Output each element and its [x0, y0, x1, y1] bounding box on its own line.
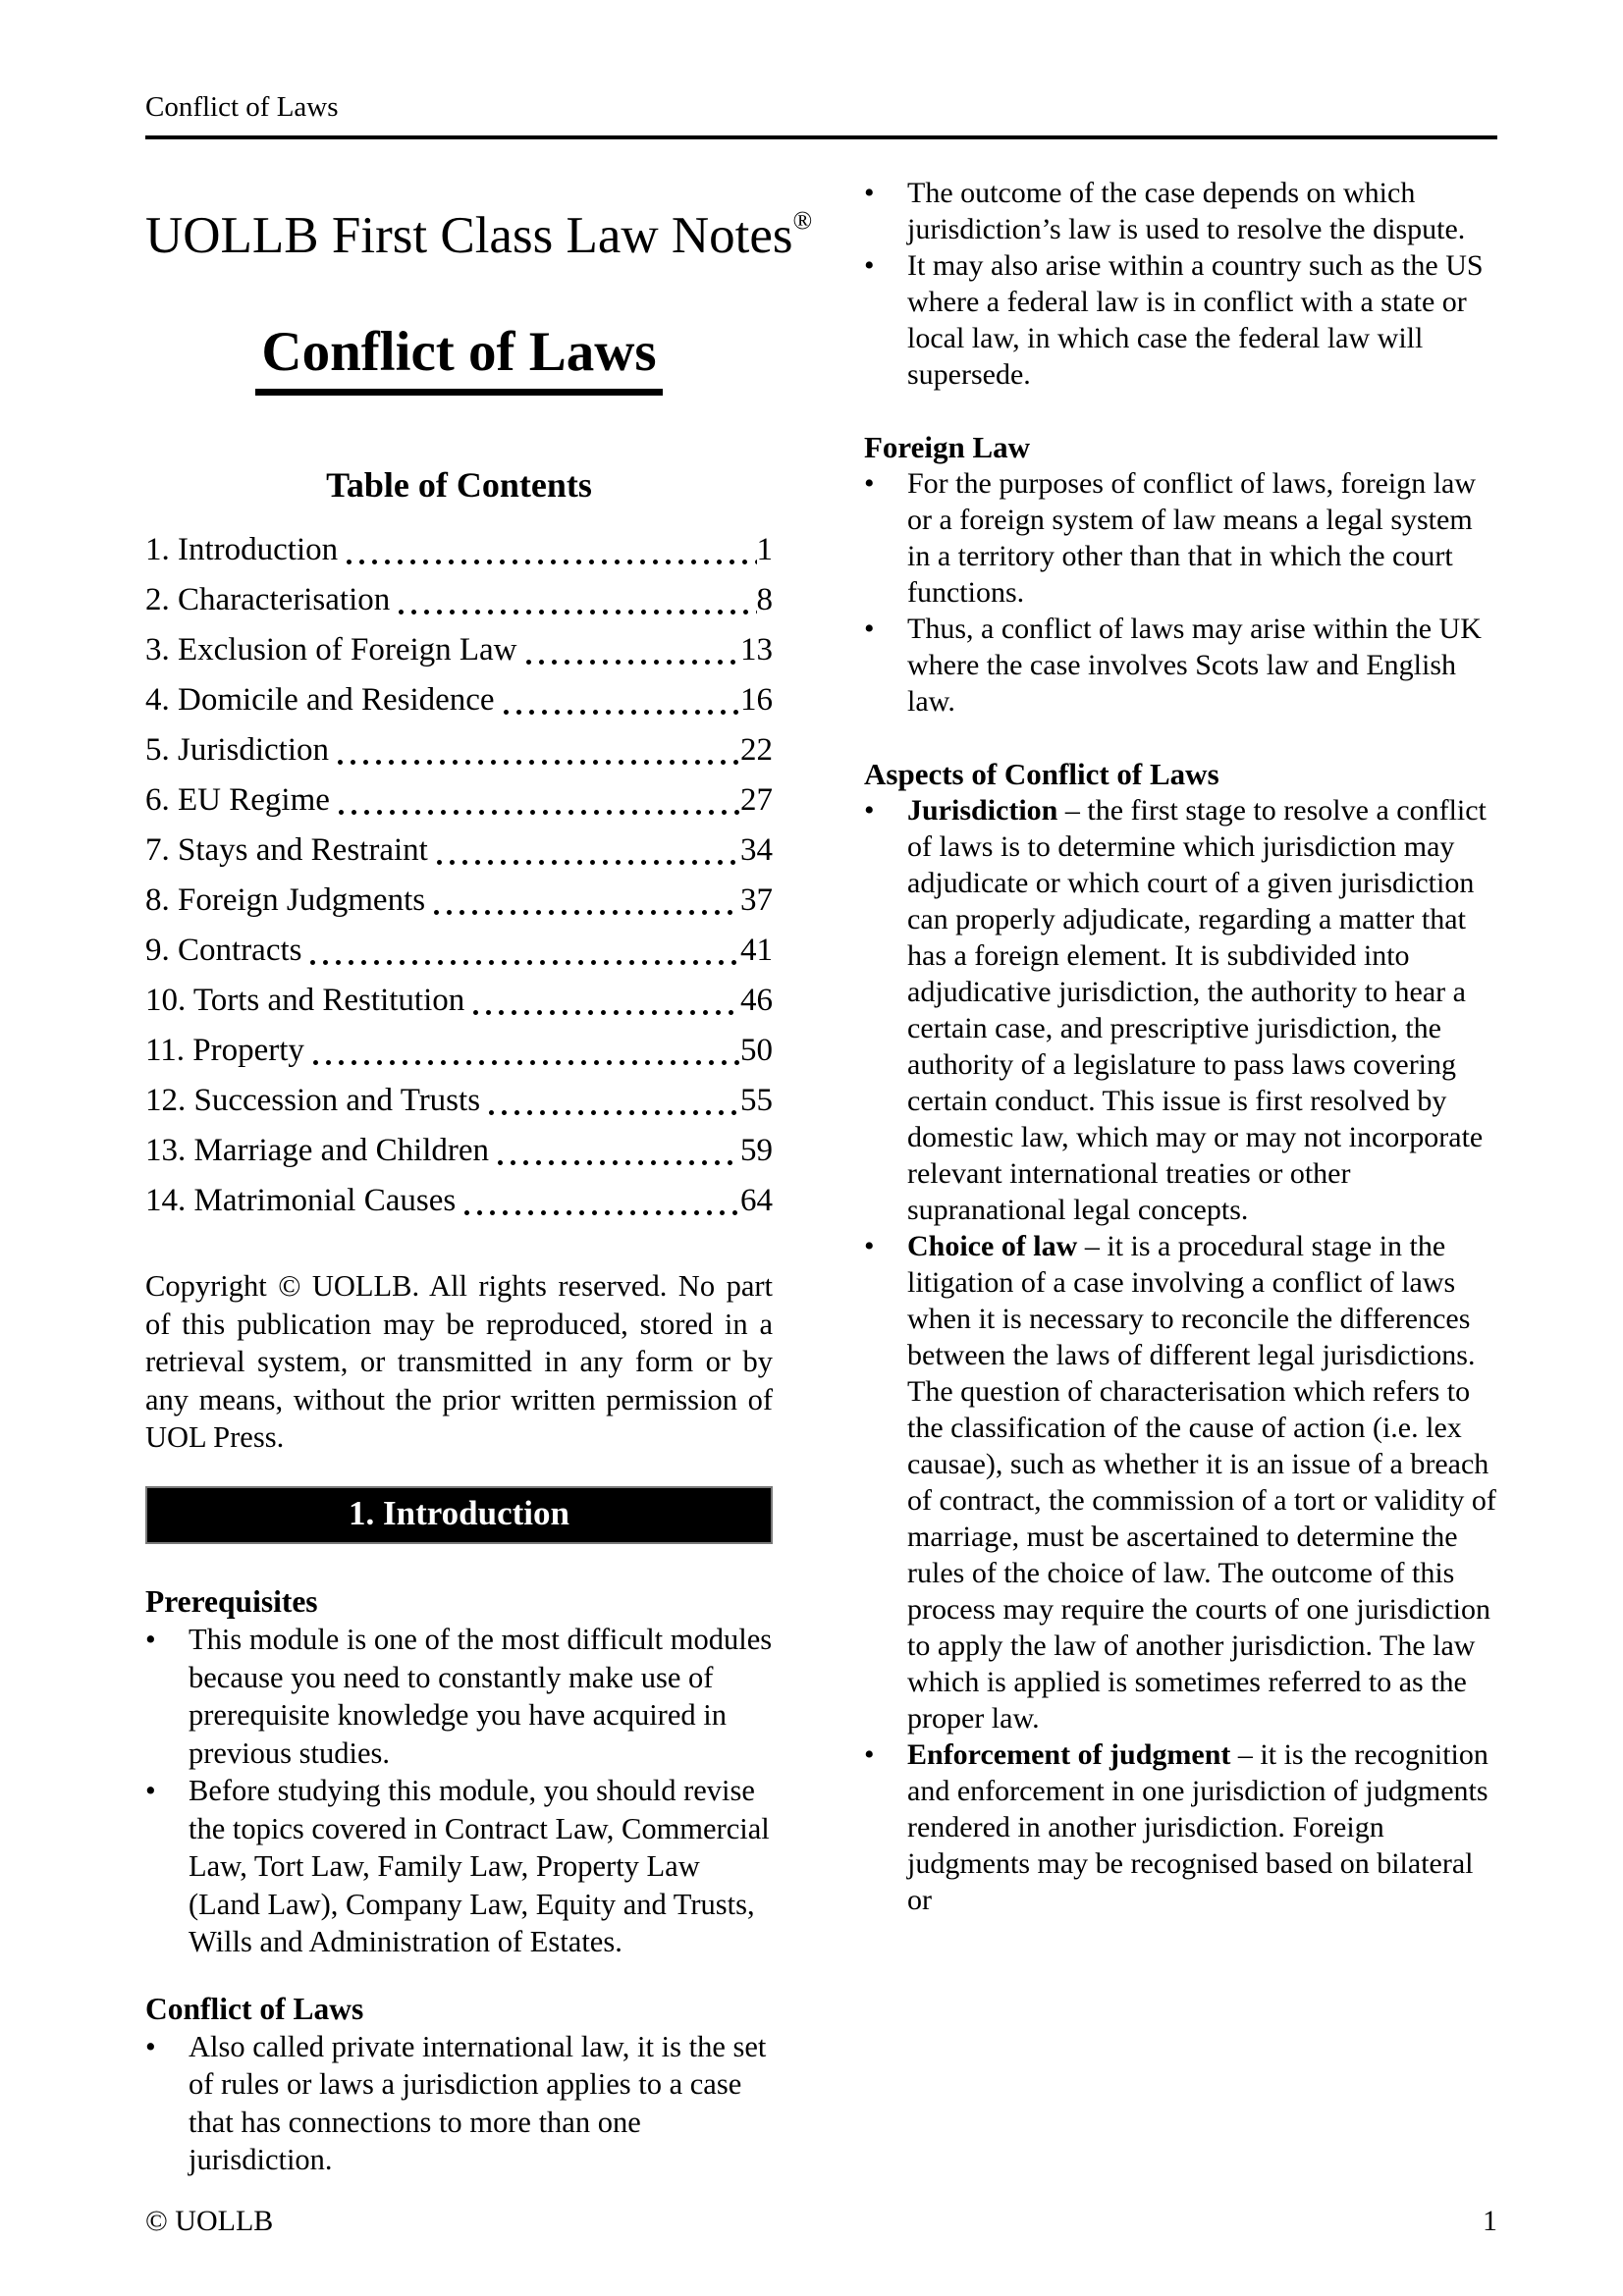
toc-entry-label: 13. Marriage and Children: [145, 1133, 490, 1168]
toc-entry-jurisdiction[interactable]: [145, 725, 773, 775]
toc-leader-dots: [393, 575, 756, 625]
bullet-text: This module is one of the most difficult modules because you need to constantly make use of prerequisite knowledge you have acquired in previous studies.: [189, 1623, 773, 1770]
toc-entry-page: 55: [740, 1083, 773, 1118]
continuation-bullet-list: [864, 175, 1497, 393]
prerequisites-bullet-list: [145, 1621, 773, 1961]
toc-entry-label: 8. Foreign Judgments: [145, 882, 426, 918]
aspects-bullet-list: [864, 792, 1497, 1918]
toc-leader-dots: [428, 876, 740, 926]
right-column: [864, 147, 1497, 1918]
toc-entry-label: 12. Succession and Trusts: [145, 1083, 481, 1118]
toc-entry-page: 64: [740, 1183, 773, 1218]
bullet-text: [907, 1736, 1497, 1918]
bullet-marker: •: [864, 1230, 875, 1262]
running-header-title: Conflict of Laws: [145, 91, 339, 123]
list-item: [864, 465, 1497, 611]
heading-conflict-of-laws: Conflict of Laws: [145, 1991, 364, 2026]
section-banner-introduction: 1. Introduction: [145, 1486, 773, 1544]
toc-leader-dots: [304, 926, 740, 976]
toc-leader-dots: [333, 775, 740, 826]
toc-leader-dots: [467, 976, 740, 1026]
list-item: [145, 1621, 773, 1772]
toc-entry-eu-regime[interactable]: [145, 775, 773, 826]
footer-copyright: © UOLLB: [145, 2205, 274, 2237]
toc-entry-page: 59: [740, 1133, 773, 1168]
bullet-body-text: – the first stage to resolve a conflict of laws is to determine which jurisdiction may adjudicate or which court of a given jurisdiction can properly adjudicate, regarding a matter that has a foreign element. It is subdivided into adjudicative jurisdiction, the authority to hear a certain case, and prescriptive jurisdiction, the authority of a legislature to pass laws covering certain conduct. This issue is first resolved by domestic law, which may or may not incorporate relevant international treaties or other supranational legal concepts.: [907, 794, 1487, 1226]
toc-entry-exclusion-of-foreign-law[interactable]: [145, 625, 773, 675]
toc-entry-label: 11. Property: [145, 1033, 304, 1068]
toc-title: Table of Contents: [326, 465, 592, 505]
bullet-text: For the purposes of conflict of laws, foreign law or a foreign system of law means a legal system in a territory other than that in which the court functions.: [907, 467, 1477, 609]
bullet-text: [907, 1228, 1497, 1736]
list-item: [864, 1736, 1497, 1918]
toc-entry-label: 3. Exclusion of Foreign Law: [145, 632, 517, 667]
heading-prerequisites: Prerequisites: [145, 1584, 318, 1619]
table-of-contents: [145, 525, 773, 1226]
bullet-marker: •: [145, 2029, 156, 2063]
bullet-marker: •: [864, 613, 875, 645]
toc-entry-marriage-and-children[interactable]: [145, 1126, 773, 1176]
toc-entry-label: 9. Contracts: [145, 933, 302, 968]
heading-aspects-of-conflict-of-laws: Aspects of Conflict of Laws: [864, 757, 1219, 791]
bullet-marker: •: [864, 1738, 875, 1771]
doc-title: [145, 191, 813, 265]
list-item: [864, 1228, 1497, 1736]
toc-entry-page: 41: [740, 933, 773, 968]
bullet-marker: •: [864, 177, 875, 209]
bullet-lead-enforcement-of-judgment: Enforcement of judgment: [907, 1738, 1231, 1771]
toc-entry-page: 37: [740, 882, 773, 918]
bullet-text: [907, 792, 1497, 1228]
toc-entry-page: 50: [740, 1033, 773, 1068]
bullet-marker: •: [145, 1774, 156, 1807]
toc-entry-label: 1. Introduction: [145, 532, 339, 567]
list-item: [864, 247, 1497, 393]
bullet-marker: •: [864, 467, 875, 500]
toc-entry-page: 46: [740, 983, 773, 1018]
bullet-body-text: – it is the recognition and enforcement in one jurisdiction of judgments rendered in another jurisdiction. Foreign judgments may be recognised based on bilateral or: [907, 1738, 1488, 1916]
toc-entry-label: 2. Characterisation: [145, 582, 391, 617]
toc-entry-characterisation[interactable]: [145, 575, 773, 625]
bullet-marker: •: [864, 249, 875, 282]
footer-page-number: 1: [1483, 2205, 1497, 2237]
list-item: [864, 792, 1497, 1228]
toc-entry-introduction[interactable]: [145, 525, 773, 575]
toc-entry-stays-and-restraint[interactable]: [145, 826, 773, 876]
bullet-text: Also called private international law, it is the set of rules or laws a jurisdiction applies to a case that has connections to more than one jurisdiction.: [189, 2029, 767, 2176]
list-item: [864, 175, 1497, 247]
foreign-law-bullet-list: [864, 465, 1497, 720]
toc-leader-dots: [307, 1026, 740, 1076]
bullet-text: The outcome of the case depends on which jurisdiction’s law is used to resolve the dispute.: [907, 177, 1466, 245]
two-column-layout: [145, 147, 1497, 2179]
bullet-lead-jurisdiction: Jurisdiction: [907, 794, 1058, 827]
toc-leader-dots: [431, 826, 740, 876]
conflict-of-laws-bullet-list: [145, 2028, 773, 2179]
bullet-lead-choice-of-law: Choice of law: [907, 1230, 1078, 1262]
copyright-notice: Copyright © UOLLB. All rights reserved. No part of this publication may be reproduced, stored in a retrieval system, or transmitted in any form or by any means, without the prior written permission of UOL Press.: [145, 1269, 773, 1454]
toc-leader-dots: [520, 625, 740, 675]
bullet-marker: •: [145, 1623, 156, 1656]
toc-leader-dots: [332, 725, 740, 775]
toc-entry-domicile-and-residence[interactable]: [145, 675, 773, 725]
toc-entry-page: 34: [740, 832, 773, 868]
bullet-marker: •: [864, 794, 875, 827]
toc-entry-page: 16: [740, 682, 773, 718]
toc-entry-succession-and-trusts[interactable]: [145, 1076, 773, 1126]
toc-entry-label: 7. Stays and Restraint: [145, 832, 428, 868]
bullet-text: Before studying this module, you should revise the topics covered in Contract Law, Commercial Law, Tort Law, Family Law, Property Law (Land Law), Company Law, Equity and Trusts, Wills and Administration of Estates.: [189, 1774, 770, 1958]
main-heading: [145, 322, 773, 396]
toc-entry-label: 4. Domicile and Residence: [145, 682, 495, 718]
toc-entry-label: 14. Matrimonial Causes: [145, 1183, 457, 1218]
toc-leader-dots: [341, 525, 756, 575]
list-item: [145, 1772, 773, 1961]
bullet-text: It may also arise within a country such as the US where a federal law is in conflict with a state or local law, in which case the federal law will supersede.: [907, 249, 1484, 391]
toc-leader-dots: [459, 1176, 740, 1226]
registered-trademark-mark: ®: [792, 206, 813, 235]
list-item: [864, 611, 1497, 720]
bullet-body-text: – it is a procedural stage in the litigation of a case involving a conflict of laws when it is necessary to reconcile the differences between the laws of different legal jurisdictions. The question of characterisation which refers to the classification of the cause of action (i.e. lex causae), such as whether it is an issue of a breach of contract, the commission of a tort or validity of marriage, must be ascertained to determine the rules of the choice of law. The outcome of this process may require the courts of one jurisdiction to apply the law of another jurisdiction. The law which is applied is sometimes referred to as the proper law.: [907, 1230, 1496, 1735]
toc-leader-dots: [498, 675, 740, 725]
toc-entry-label: 10. Torts and Restitution: [145, 983, 465, 1018]
toc-entry-matrimonial-causes[interactable]: [145, 1176, 773, 1226]
toc-entry-label: 6. EU Regime: [145, 782, 330, 818]
toc-leader-dots: [492, 1126, 740, 1176]
toc-entry-contracts[interactable]: [145, 926, 773, 976]
page-footer: [145, 2204, 1497, 2239]
toc-entry-page: 22: [740, 732, 773, 768]
toc-entry-page: 1: [756, 532, 773, 567]
doc-title-text: UOLLB First Class Law Notes: [145, 207, 793, 264]
toc-entry-label: 5. Jurisdiction: [145, 732, 329, 768]
main-heading-text: Conflict of Laws: [255, 322, 662, 396]
toc-entry-property[interactable]: [145, 1026, 773, 1076]
toc-leader-dots: [483, 1076, 740, 1126]
running-header: [145, 90, 1497, 139]
toc-entry-page: 13: [740, 632, 773, 667]
toc-entry-page: 8: [756, 582, 773, 617]
toc-entry-page: 27: [740, 782, 773, 818]
bullet-text: Thus, a conflict of laws may arise within the UK where the case involves Scots law and English law.: [907, 613, 1482, 718]
heading-foreign-law: Foreign Law: [864, 430, 1031, 464]
toc-entry-torts-and-restitution[interactable]: [145, 976, 773, 1026]
list-item: [145, 2028, 773, 2179]
toc-entry-foreign-judgments[interactable]: [145, 876, 773, 926]
left-column: [145, 147, 813, 2179]
